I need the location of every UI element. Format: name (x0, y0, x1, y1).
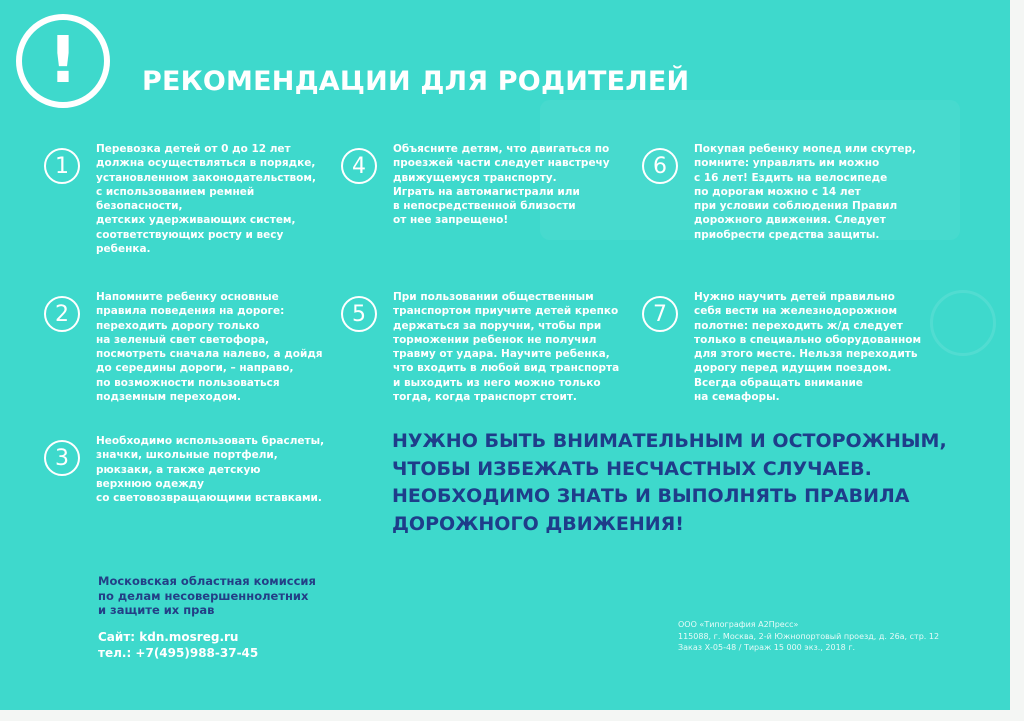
safety-callout: НУЖНО БЫТЬ ВНИМАТЕЛЬНЫМ И ОСТОРОЖНЫМ, ЧТОБЫ ИЗБЕЖАТЬ НЕСЧАСТНЫХ СЛУЧАЕВ. НЕОБХОДИМО ЗНАТЬ И ВЫПОЛНЯТЬ ПРАВИЛА ДОРОЖНОГО ДВИЖЕНИЯ! (392, 430, 947, 535)
number-badge: 6 (642, 148, 678, 184)
recommendation-text: Необходимо использовать браслеты, значки, школьные портфели, рюкзаки, а также детскую верхнюю одежду со световозвращающими вставками. (96, 435, 325, 505)
recommendation-7 (642, 290, 921, 404)
recommendation-4 (341, 142, 610, 228)
warning-icon: ! (16, 14, 110, 108)
recommendation-text: Перевозка детей от 0 до 12 лет должна осуществляться в порядке, установленном законодательством, с использованием ремней безопасности, детских удерживающих систем, соответствующих росту и весу ребенка. (96, 143, 316, 256)
recommendation-1 (44, 142, 316, 256)
number-badge: 7 (642, 296, 678, 332)
page-title: РЕКОМЕНДАЦИИ ДЛЯ РОДИТЕЛЕЙ (142, 66, 690, 97)
number-badge: 3 (44, 440, 80, 476)
recommendation-text: При пользовании общественным транспортом приучите детей крепко держаться за поручни, чтобы при торможении ребенок не получил травму от удара. Научите ребенка, что входить в любой вид транспорта и выходить из него можно только тогда, когда транспорт стоит. (393, 291, 620, 404)
contacts (98, 629, 258, 661)
recommendation-text: Покупая ребенку мопед или скутер, помните: управлять им можно с 16 лет! Ездить на велосипеде по дорогам можно с 14 лет при условии соблюдения Правил дорожного движения. Следует приобрести средства защиты. (694, 143, 916, 241)
number-badge: 1 (44, 148, 80, 184)
number-badge: 2 (44, 296, 80, 332)
recommendation-6 (642, 142, 916, 242)
bg-watermark-circle (930, 290, 996, 356)
recommendation-2 (44, 290, 323, 404)
recommendation-text: Объясните детям, что двигаться по проезжей части следует навстречу движущемуся транспорту. Играть на автомагистрали или в непосредственной близости от нее запрещено! (393, 143, 610, 227)
site-link: Сайт: kdn.mosreg.ru (98, 630, 239, 644)
organization-name: Московская областная комиссия по делам несовершеннолетних и защите их прав (98, 574, 316, 617)
number-badge: 4 (341, 148, 377, 184)
phone-number: тел.: +7(495)988-37-45 (98, 646, 259, 660)
recommendation-text: Напомните ребенку основные правила поведения на дороге: переходить дорогу только на зеленый свет светофора, посмотреть сначала налево, а дойдя до середины дороги, – направо, по возможности пользоваться подземным переходом. (96, 291, 323, 404)
recommendation-text: Нужно научить детей правильно себя вести на железнодорожном полотне: переходить ж/д следует только в специально оборудованном для этого месте. Нельзя переходить дорогу перед идущим поездом. Всегда обращать внимание на семафоры. (694, 291, 922, 404)
recommendation-3 (44, 434, 324, 505)
recommendation-5 (341, 290, 619, 404)
print-imprint: ООО «Типография А2Пресс» 115088, г. Москва, 2-й Южнопортовый проезд, д. 26а, стр. 12 Заказ Х-05-48 / Тираж 15 000 экз., 2018 г. (678, 620, 940, 652)
number-badge: 5 (341, 296, 377, 332)
